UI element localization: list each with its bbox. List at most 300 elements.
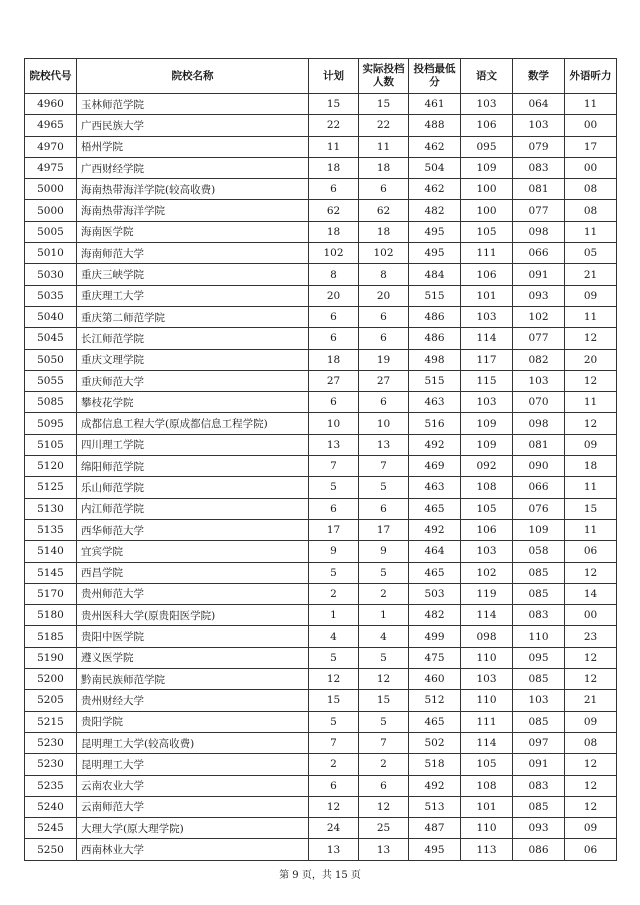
cell-school-name: 贵州财经大学 [77, 690, 309, 711]
cell-plan: 13 [309, 434, 359, 455]
cell-plan: 20 [309, 285, 359, 306]
table-row [25, 200, 617, 221]
cell-school-name: 长江师范学院 [77, 328, 309, 349]
table-row [25, 349, 617, 370]
cell-foreign-listening: 00 [565, 115, 617, 136]
cell-math: 079 [513, 136, 565, 157]
cell-foreign-listening: 09 [565, 711, 617, 732]
cell-math: 083 [513, 775, 565, 796]
cell-foreign-listening: 12 [565, 413, 617, 434]
cell-school-code: 5135 [25, 519, 77, 540]
cell-school-name: 西昌学院 [77, 562, 309, 583]
cell-school-code: 5245 [25, 818, 77, 839]
cell-chinese: 100 [461, 200, 513, 221]
cell-plan: 5 [309, 477, 359, 498]
cell-chinese: 110 [461, 818, 513, 839]
cell-foreign-listening: 12 [565, 754, 617, 775]
cell-min-score: 518 [409, 754, 461, 775]
cell-school-code: 5035 [25, 285, 77, 306]
table-row [25, 285, 617, 306]
cell-foreign-listening: 11 [565, 392, 617, 413]
cell-school-name: 攀枝花学院 [77, 392, 309, 413]
header-school-code: 院校代号 [25, 59, 77, 94]
cell-math: 093 [513, 818, 565, 839]
cell-chinese: 106 [461, 264, 513, 285]
cell-math: 077 [513, 200, 565, 221]
cell-plan: 62 [309, 200, 359, 221]
table-row [25, 306, 617, 327]
cell-math: 066 [513, 477, 565, 498]
cell-actual-admitted: 27 [359, 370, 409, 391]
cell-min-score: 516 [409, 413, 461, 434]
cell-foreign-listening: 09 [565, 434, 617, 455]
cell-min-score: 495 [409, 839, 461, 860]
cell-chinese: 108 [461, 775, 513, 796]
cell-min-score: 486 [409, 328, 461, 349]
cell-plan: 15 [309, 94, 359, 115]
cell-math: 098 [513, 221, 565, 242]
cell-min-score: 488 [409, 115, 461, 136]
cell-foreign-listening: 08 [565, 200, 617, 221]
table-row [25, 669, 617, 690]
cell-foreign-listening: 18 [565, 456, 617, 477]
table-row [25, 690, 617, 711]
cell-school-name: 重庆师范大学 [77, 370, 309, 391]
cell-math: 110 [513, 626, 565, 647]
cell-school-code: 5010 [25, 243, 77, 264]
cell-plan: 7 [309, 456, 359, 477]
cell-plan: 24 [309, 818, 359, 839]
cell-foreign-listening: 11 [565, 306, 617, 327]
cell-min-score: 464 [409, 541, 461, 562]
cell-school-code: 5055 [25, 370, 77, 391]
cell-foreign-listening: 11 [565, 221, 617, 242]
cell-math: 090 [513, 456, 565, 477]
table-row [25, 796, 617, 817]
cell-foreign-listening: 15 [565, 498, 617, 519]
cell-plan: 12 [309, 669, 359, 690]
cell-plan: 4 [309, 626, 359, 647]
cell-chinese: 105 [461, 498, 513, 519]
cell-school-code: 5230 [25, 754, 77, 775]
cell-plan: 5 [309, 711, 359, 732]
cell-school-code: 4965 [25, 115, 77, 136]
cell-chinese: 109 [461, 434, 513, 455]
cell-foreign-listening: 12 [565, 796, 617, 817]
table-row [25, 775, 617, 796]
table-row [25, 243, 617, 264]
cell-plan: 7 [309, 732, 359, 753]
cell-school-name: 贵阳中医学院 [77, 626, 309, 647]
cell-plan: 6 [309, 328, 359, 349]
cell-chinese: 114 [461, 605, 513, 626]
cell-school-name: 黔南民族师范学院 [77, 669, 309, 690]
cell-actual-admitted: 6 [359, 392, 409, 413]
cell-chinese: 105 [461, 754, 513, 775]
table-row [25, 392, 617, 413]
cell-math: 091 [513, 264, 565, 285]
cell-actual-admitted: 11 [359, 136, 409, 157]
cell-actual-admitted: 12 [359, 796, 409, 817]
cell-min-score: 495 [409, 243, 461, 264]
cell-plan: 6 [309, 306, 359, 327]
cell-foreign-listening: 23 [565, 626, 617, 647]
cell-min-score: 503 [409, 583, 461, 604]
table-row [25, 456, 617, 477]
cell-chinese: 111 [461, 243, 513, 264]
cell-school-name: 内江师范学院 [77, 498, 309, 519]
cell-actual-admitted: 2 [359, 754, 409, 775]
cell-foreign-listening: 11 [565, 477, 617, 498]
table-header-row [25, 59, 617, 94]
cell-foreign-listening: 12 [565, 328, 617, 349]
cell-chinese: 100 [461, 179, 513, 200]
cell-chinese: 101 [461, 796, 513, 817]
cell-actual-admitted: 5 [359, 711, 409, 732]
cell-foreign-listening: 06 [565, 839, 617, 860]
table-row [25, 477, 617, 498]
cell-math: 086 [513, 839, 565, 860]
cell-foreign-listening: 12 [565, 775, 617, 796]
cell-foreign-listening: 09 [565, 818, 617, 839]
cell-school-name: 云南农业大学 [77, 775, 309, 796]
cell-min-score: 495 [409, 221, 461, 242]
cell-school-code: 5200 [25, 669, 77, 690]
cell-school-code: 5205 [25, 690, 77, 711]
cell-min-score: 465 [409, 711, 461, 732]
cell-math: 081 [513, 179, 565, 200]
cell-math: 085 [513, 562, 565, 583]
table-row [25, 519, 617, 540]
admission-score-table [24, 58, 617, 861]
cell-actual-admitted: 8 [359, 264, 409, 285]
cell-chinese: 106 [461, 519, 513, 540]
cell-chinese: 095 [461, 136, 513, 157]
cell-min-score: 482 [409, 605, 461, 626]
cell-actual-admitted: 7 [359, 456, 409, 477]
cell-min-score: 492 [409, 775, 461, 796]
cell-min-score: 515 [409, 285, 461, 306]
cell-plan: 18 [309, 157, 359, 178]
cell-plan: 22 [309, 115, 359, 136]
cell-plan: 12 [309, 796, 359, 817]
cell-school-code: 5250 [25, 839, 77, 860]
cell-actual-admitted: 102 [359, 243, 409, 264]
cell-foreign-listening: 09 [565, 285, 617, 306]
cell-school-name: 云南师范大学 [77, 796, 309, 817]
cell-school-code: 5095 [25, 413, 77, 434]
cell-math: 085 [513, 583, 565, 604]
cell-math: 103 [513, 690, 565, 711]
cell-actual-admitted: 22 [359, 115, 409, 136]
cell-actual-admitted: 6 [359, 775, 409, 796]
cell-school-code: 5140 [25, 541, 77, 562]
cell-math: 103 [513, 115, 565, 136]
cell-school-code: 5170 [25, 583, 77, 604]
cell-foreign-listening: 21 [565, 690, 617, 711]
cell-school-name: 四川理工学院 [77, 434, 309, 455]
cell-min-score: 498 [409, 349, 461, 370]
cell-school-name: 重庆第二师范学院 [77, 306, 309, 327]
table-row [25, 541, 617, 562]
cell-school-code: 5125 [25, 477, 77, 498]
cell-school-code: 4970 [25, 136, 77, 157]
cell-school-name: 广西民族大学 [77, 115, 309, 136]
cell-plan: 17 [309, 519, 359, 540]
cell-math: 103 [513, 370, 565, 391]
cell-foreign-listening: 11 [565, 94, 617, 115]
cell-foreign-listening: 08 [565, 732, 617, 753]
cell-actual-admitted: 6 [359, 328, 409, 349]
table-body [25, 94, 617, 861]
cell-min-score: 487 [409, 818, 461, 839]
cell-school-name: 遵义医学院 [77, 647, 309, 668]
cell-actual-admitted: 1 [359, 605, 409, 626]
cell-foreign-listening: 17 [565, 136, 617, 157]
cell-actual-admitted: 15 [359, 94, 409, 115]
cell-school-name: 西华师范大学 [77, 519, 309, 540]
cell-math: 085 [513, 796, 565, 817]
cell-chinese: 103 [461, 94, 513, 115]
cell-chinese: 117 [461, 349, 513, 370]
cell-foreign-listening: 14 [565, 583, 617, 604]
cell-math: 098 [513, 413, 565, 434]
cell-actual-admitted: 6 [359, 498, 409, 519]
cell-school-name: 昆明理工大学(较高收费) [77, 732, 309, 753]
cell-school-name: 绵阳师范学院 [77, 456, 309, 477]
cell-school-code: 5235 [25, 775, 77, 796]
header-foreign-listening: 外语听力 [565, 59, 617, 94]
cell-math: 093 [513, 285, 565, 306]
cell-chinese: 103 [461, 392, 513, 413]
cell-min-score: 461 [409, 94, 461, 115]
cell-min-score: 512 [409, 690, 461, 711]
cell-school-code: 5215 [25, 711, 77, 732]
header-math: 数学 [513, 59, 565, 94]
table-row [25, 498, 617, 519]
cell-chinese: 114 [461, 328, 513, 349]
table-row [25, 157, 617, 178]
header-min-score: 投档最低分 [409, 59, 461, 94]
cell-school-code: 5105 [25, 434, 77, 455]
table-row [25, 328, 617, 349]
cell-min-score: 465 [409, 498, 461, 519]
cell-chinese: 103 [461, 306, 513, 327]
table-row [25, 434, 617, 455]
cell-math: 091 [513, 754, 565, 775]
cell-foreign-listening: 00 [565, 157, 617, 178]
cell-plan: 1 [309, 605, 359, 626]
cell-chinese: 098 [461, 626, 513, 647]
cell-school-name: 贵州医科大学(原贵阳医学院) [77, 605, 309, 626]
cell-actual-admitted: 19 [359, 349, 409, 370]
cell-plan: 10 [309, 413, 359, 434]
cell-school-code: 4960 [25, 94, 77, 115]
cell-school-code: 5190 [25, 647, 77, 668]
cell-foreign-listening: 12 [565, 562, 617, 583]
cell-actual-admitted: 15 [359, 690, 409, 711]
cell-actual-admitted: 13 [359, 434, 409, 455]
cell-math: 102 [513, 306, 565, 327]
cell-chinese: 105 [461, 221, 513, 242]
cell-min-score: 492 [409, 519, 461, 540]
cell-school-code: 5040 [25, 306, 77, 327]
cell-plan: 5 [309, 562, 359, 583]
cell-school-name: 重庆理工大学 [77, 285, 309, 306]
cell-plan: 6 [309, 775, 359, 796]
cell-chinese: 109 [461, 157, 513, 178]
cell-chinese: 113 [461, 839, 513, 860]
cell-plan: 18 [309, 221, 359, 242]
cell-plan: 9 [309, 541, 359, 562]
table-row [25, 754, 617, 775]
cell-school-name: 海南师范大学 [77, 243, 309, 264]
table-row [25, 221, 617, 242]
cell-plan: 13 [309, 839, 359, 860]
cell-chinese: 092 [461, 456, 513, 477]
cell-math: 082 [513, 349, 565, 370]
cell-actual-admitted: 17 [359, 519, 409, 540]
cell-foreign-listening: 05 [565, 243, 617, 264]
cell-math: 085 [513, 711, 565, 732]
cell-school-code: 5000 [25, 200, 77, 221]
cell-chinese: 101 [461, 285, 513, 306]
page-footer: 第 9 页，共 15 页 [279, 870, 361, 881]
table-row [25, 136, 617, 157]
cell-math: 058 [513, 541, 565, 562]
table-row [25, 839, 617, 860]
cell-school-name: 玉林师范学院 [77, 94, 309, 115]
header-actual-admitted: 实际投档人数 [359, 59, 409, 94]
cell-school-code: 5005 [25, 221, 77, 242]
cell-actual-admitted: 20 [359, 285, 409, 306]
table-row [25, 583, 617, 604]
cell-math: 076 [513, 498, 565, 519]
cell-actual-admitted: 7 [359, 732, 409, 753]
cell-school-name: 海南热带海洋学院 [77, 200, 309, 221]
table-row [25, 370, 617, 391]
cell-foreign-listening: 20 [565, 349, 617, 370]
cell-actual-admitted: 62 [359, 200, 409, 221]
cell-actual-admitted: 5 [359, 562, 409, 583]
cell-min-score: 462 [409, 136, 461, 157]
cell-foreign-listening: 21 [565, 264, 617, 285]
cell-chinese: 103 [461, 541, 513, 562]
cell-plan: 6 [309, 179, 359, 200]
cell-school-name: 昆明理工大学 [77, 754, 309, 775]
cell-min-score: 469 [409, 456, 461, 477]
cell-school-name: 大理大学(原大理学院) [77, 818, 309, 839]
cell-actual-admitted: 4 [359, 626, 409, 647]
cell-school-name: 西南林业大学 [77, 839, 309, 860]
cell-chinese: 108 [461, 477, 513, 498]
cell-school-code: 4975 [25, 157, 77, 178]
header-school-name: 院校名称 [77, 59, 309, 94]
cell-min-score: 515 [409, 370, 461, 391]
table-row [25, 711, 617, 732]
cell-school-name: 乐山师范学院 [77, 477, 309, 498]
cell-school-code: 5000 [25, 179, 77, 200]
cell-school-name: 海南热带海洋学院(较高收费) [77, 179, 309, 200]
cell-school-name: 广西财经学院 [77, 157, 309, 178]
cell-plan: 6 [309, 498, 359, 519]
cell-min-score: 502 [409, 732, 461, 753]
cell-foreign-listening: 12 [565, 669, 617, 690]
cell-math: 109 [513, 519, 565, 540]
cell-school-name: 重庆文理学院 [77, 349, 309, 370]
table-row [25, 626, 617, 647]
cell-plan: 5 [309, 647, 359, 668]
cell-actual-admitted: 2 [359, 583, 409, 604]
cell-school-name: 海南医学院 [77, 221, 309, 242]
cell-math: 083 [513, 605, 565, 626]
cell-school-code: 5240 [25, 796, 77, 817]
cell-actual-admitted: 10 [359, 413, 409, 434]
cell-math: 081 [513, 434, 565, 455]
cell-plan: 102 [309, 243, 359, 264]
cell-school-name: 宜宾学院 [77, 541, 309, 562]
cell-school-code: 5050 [25, 349, 77, 370]
cell-school-code: 5145 [25, 562, 77, 583]
cell-school-code: 5045 [25, 328, 77, 349]
cell-school-code: 5085 [25, 392, 77, 413]
cell-chinese: 111 [461, 711, 513, 732]
cell-actual-admitted: 12 [359, 669, 409, 690]
cell-chinese: 114 [461, 732, 513, 753]
cell-chinese: 109 [461, 413, 513, 434]
header-plan: 计划 [309, 59, 359, 94]
cell-school-name: 重庆三峡学院 [77, 264, 309, 285]
cell-plan: 8 [309, 264, 359, 285]
cell-foreign-listening: 11 [565, 519, 617, 540]
header-chinese: 语文 [461, 59, 513, 94]
cell-school-name: 贵阳学院 [77, 711, 309, 732]
cell-plan: 6 [309, 392, 359, 413]
cell-actual-admitted: 13 [359, 839, 409, 860]
cell-math: 070 [513, 392, 565, 413]
table-row [25, 562, 617, 583]
table-row [25, 605, 617, 626]
cell-min-score: 460 [409, 669, 461, 690]
cell-chinese: 103 [461, 669, 513, 690]
cell-math: 085 [513, 669, 565, 690]
cell-school-code: 5120 [25, 456, 77, 477]
cell-min-score: 462 [409, 179, 461, 200]
cell-school-code: 5030 [25, 264, 77, 285]
cell-foreign-listening: 08 [565, 179, 617, 200]
table-row [25, 647, 617, 668]
cell-actual-admitted: 5 [359, 477, 409, 498]
cell-min-score: 463 [409, 392, 461, 413]
cell-school-code: 5230 [25, 732, 77, 753]
cell-actual-admitted: 18 [359, 157, 409, 178]
cell-actual-admitted: 6 [359, 179, 409, 200]
table-row [25, 115, 617, 136]
table-row [25, 732, 617, 753]
cell-math: 066 [513, 243, 565, 264]
cell-chinese: 119 [461, 583, 513, 604]
cell-min-score: 463 [409, 477, 461, 498]
cell-chinese: 110 [461, 647, 513, 668]
cell-actual-admitted: 6 [359, 306, 409, 327]
table-row [25, 413, 617, 434]
cell-math: 095 [513, 647, 565, 668]
cell-math: 064 [513, 94, 565, 115]
cell-math: 097 [513, 732, 565, 753]
cell-school-name: 贵州师范大学 [77, 583, 309, 604]
table-row [25, 179, 617, 200]
cell-min-score: 499 [409, 626, 461, 647]
